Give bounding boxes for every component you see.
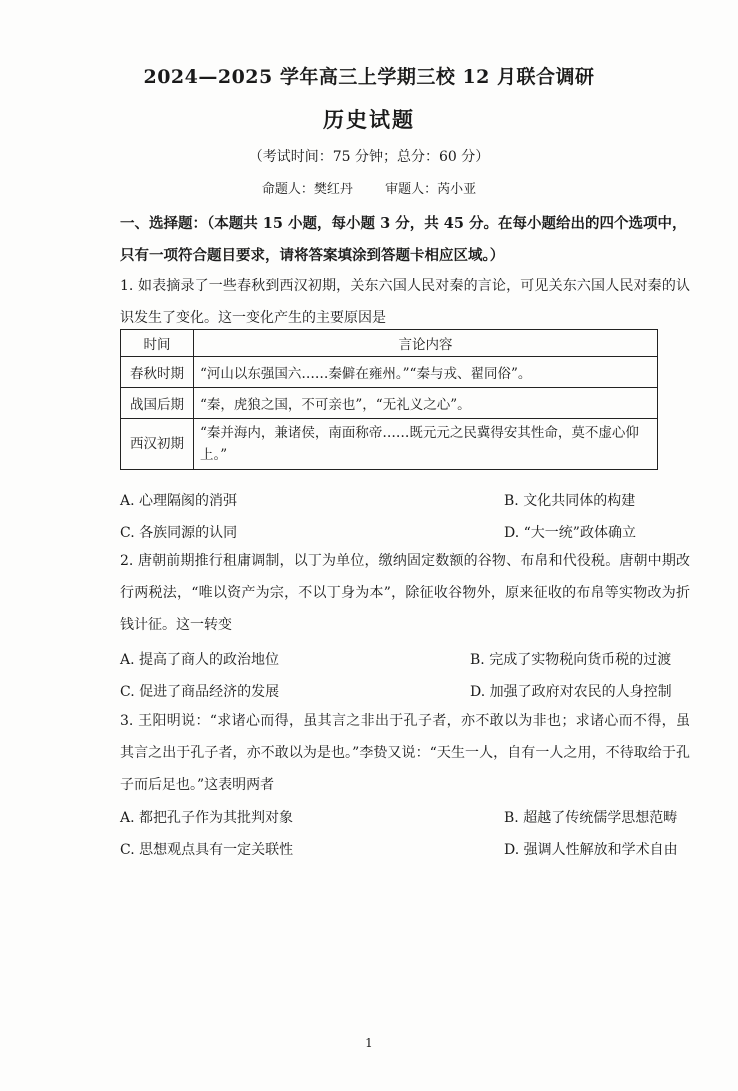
question-2-option-a: A. 提高了商人的政治地位 bbox=[120, 652, 280, 668]
author: 命题人：樊红丹 bbox=[261, 182, 353, 197]
question-3-option-b: B. 超越了传统儒学思想范畴 bbox=[504, 810, 678, 826]
question-1-option-b: B. 文化共同体的构建 bbox=[504, 493, 636, 509]
reviewer: 审题人：芮小亚 bbox=[385, 182, 477, 197]
exam-info: （考试时间：75 分钟；总分：60 分） bbox=[248, 149, 490, 165]
question-1-stem: 1. 如表摘录了一些春秋到西汉初期，关东六国人民对秦的言论，可见关东六国人民对秦的认识发生了变化。这一变化产生的主要原因是 bbox=[120, 278, 690, 326]
question-2-option-c: C. 促进了商品经济的发展 bbox=[120, 684, 280, 700]
authors-line bbox=[0, 178, 738, 197]
question-3-option-c: C. 思想观点具有一定关联性 bbox=[120, 842, 294, 858]
question-2-option-d: D. 加强了政府对农民的人身控制 bbox=[470, 684, 672, 700]
table-cell-period: 春秋时期 bbox=[121, 357, 194, 388]
exam-title: 2024—2025 学年高三上学期三校 12 月联合调研 bbox=[143, 66, 595, 88]
table-cell-content: “秦并海内，兼诸侯，南面称帝……既元元之民冀得安其性命，莫不虚心仰上。” bbox=[194, 419, 658, 470]
table-row bbox=[121, 388, 658, 419]
subject-title: 历史试题 bbox=[323, 107, 415, 132]
question-3-option-d: D. 强调人性解放和学术自由 bbox=[504, 842, 678, 858]
table-header-period: 时间 bbox=[121, 330, 194, 357]
table-cell-period: 战国后期 bbox=[121, 388, 194, 419]
question-2-stem: 2. 唐朝前期推行租庸调制，以丁为单位，缴纳固定数额的谷物、布帛和代役税。唐朝中期改行两税法，“唯以资产为宗，不以丁身为本”，除征收谷物外，原来征收的布帛等实物改为折钱计征。这一转变 bbox=[120, 553, 690, 633]
question-1-option-d: D. “大一统”政体确立 bbox=[504, 525, 636, 541]
page-number: 1 bbox=[365, 1036, 373, 1050]
table-header-row bbox=[121, 330, 658, 357]
sayings-table bbox=[120, 329, 658, 470]
table-row bbox=[121, 419, 658, 470]
table-cell-period: 西汉初期 bbox=[121, 419, 194, 470]
table-cell-content: “秦，虎狼之国，不可亲也”，“无礼义之心”。 bbox=[194, 388, 658, 419]
question-2-option-b: B. 完成了实物税向货币税的过渡 bbox=[470, 652, 672, 668]
table-row bbox=[121, 357, 658, 388]
question-1-option-c: C. 各族同源的认同 bbox=[120, 525, 238, 541]
question-3-option-a: A. 都把孔子作为其批判对象 bbox=[120, 810, 294, 826]
table-cell-content: “河山以东强国六……秦僻在雍州。”“秦与戎、翟同俗”。 bbox=[194, 357, 658, 388]
question-1-option-a: A. 心理隔阂的消弭 bbox=[120, 493, 238, 509]
question-3-stem: 3. 王阳明说：“求诸心而得，虽其言之非出于孔子者，亦不敢以为非也；求诸心而不得，虽其言之出于孔子者，亦不敢以为是也。”李贽又说：“天生一人，自有一人之用，不待取给于孔子而后足也。”这表明两者 bbox=[120, 713, 690, 793]
section-heading: 一、选择题：（本题共 15 小题，每小题 3 分，共 45 分。在每小题给出的四个选项中，只有一项符合题目要求，请将答案填涂到答题卡相应区域。） bbox=[120, 215, 687, 264]
table-header-content: 言论内容 bbox=[194, 330, 658, 357]
